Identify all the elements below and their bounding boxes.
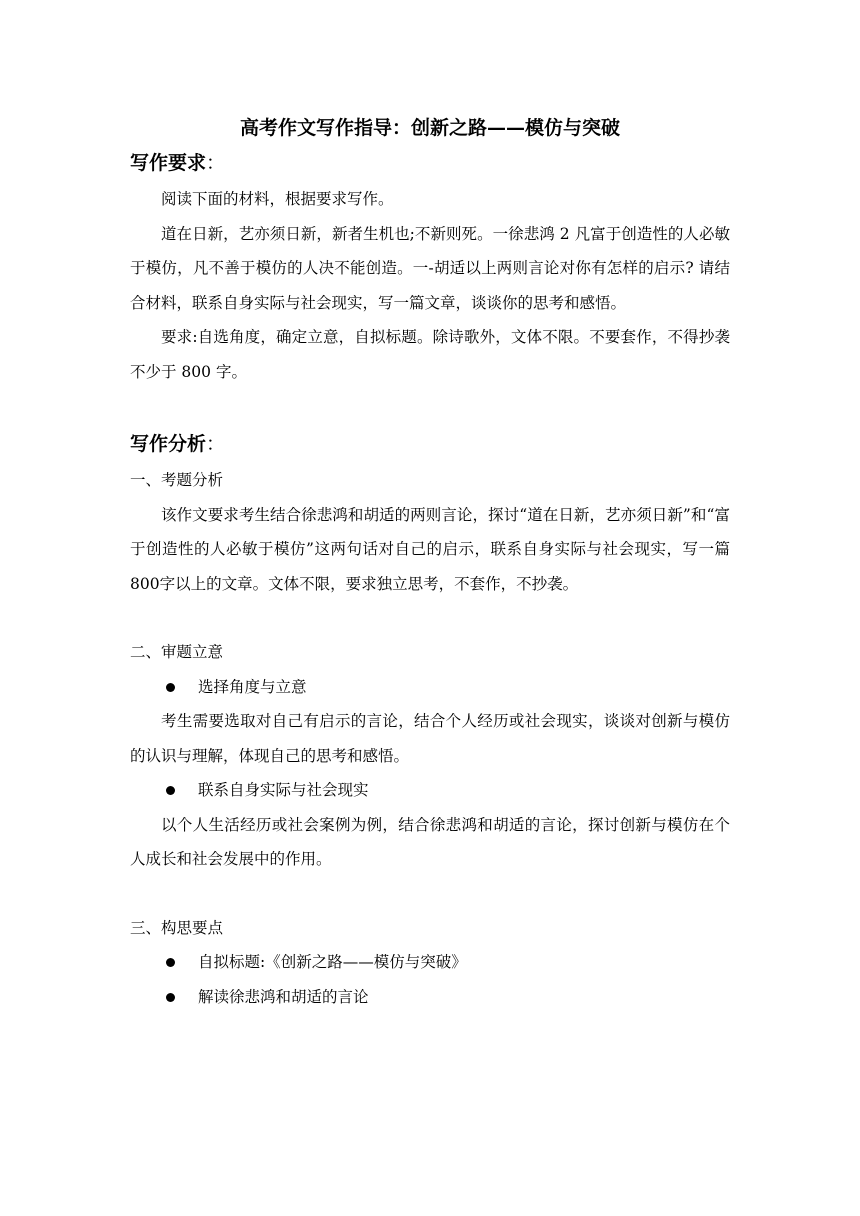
- requirements-heading-colon: ：: [206, 152, 226, 174]
- analysis-heading-colon: ：: [206, 433, 226, 455]
- bullet-text: 自拟标题:《创新之路——模仿与突破》: [198, 953, 467, 971]
- bullet-item: [130, 945, 730, 980]
- section-title-1: 一、考题分析: [130, 471, 224, 489]
- bullet-item: [130, 670, 730, 705]
- analysis-heading: [130, 429, 730, 459]
- bullet-item: [130, 980, 730, 1015]
- section-body-1: 该作文要求考生结合徐悲鸿和胡适的两则言论，探讨“道在日新，艺亦须日新”和“富于创造性的人必敏于模仿”这两句话对自己的启示，联系自身实际与社会现实，写一篇800字以上的文章。文体不限，要求独立思考，不套作，不抄袭。: [130, 505, 730, 593]
- bullet-dot-icon: [166, 683, 175, 692]
- document-page: [130, 112, 730, 1014]
- bullet-item: [130, 773, 730, 808]
- requirements-heading-text: 写作要求: [130, 152, 207, 174]
- document-title: 高考作文写作指导：创新之路——模仿与突破: [239, 117, 620, 139]
- analysis-heading-text: 写作分析: [130, 433, 207, 455]
- bullet-dot-icon: [166, 958, 175, 967]
- section-body-2b: 以个人生活经历或社会案例为例，结合徐悲鸿和胡适的言论，探讨创新与模仿在个人成长和社会发展中的作用。: [130, 815, 730, 868]
- requirements-intro: 阅读下面的材料，根据要求写作。: [161, 190, 394, 208]
- bullet-dot-icon: [166, 786, 175, 795]
- section-title-2: 二、审题立意: [130, 643, 224, 661]
- bullet-text: 解读徐悲鸿和胡适的言论: [198, 987, 369, 1006]
- bullet-text: 选择角度与立意: [198, 677, 307, 696]
- bullet-dot-icon: [166, 993, 175, 1002]
- requirements-heading: [130, 148, 730, 178]
- section-body-2a: 考生需要选取对自己有启示的言论，结合个人经历或社会现实，谈谈对创新与模仿的认识与理解，体现自己的思考和感悟。: [130, 712, 730, 765]
- requirements-rules: 要求:自选角度，确定立意，自拟标题。除诗歌外，文体不限。不要套作，不得抄袭不少于 800 字。: [130, 328, 730, 381]
- requirements-material: 道在日新，艺亦须日新，新者生机也;不新则死。一徐悲鸿 2 凡富于创造性的人必敏于模仿，凡不善于模仿的人决不能创造。一-胡适以上两则言论对你有怎样的启示? 请结合材料，联系自身实际与社会现实，写一篇文章，谈谈你的思考和感悟。: [130, 224, 730, 312]
- bullet-text: 联系自身实际与社会现实: [198, 781, 369, 799]
- section-title-3: 三、构思要点: [130, 918, 224, 937]
